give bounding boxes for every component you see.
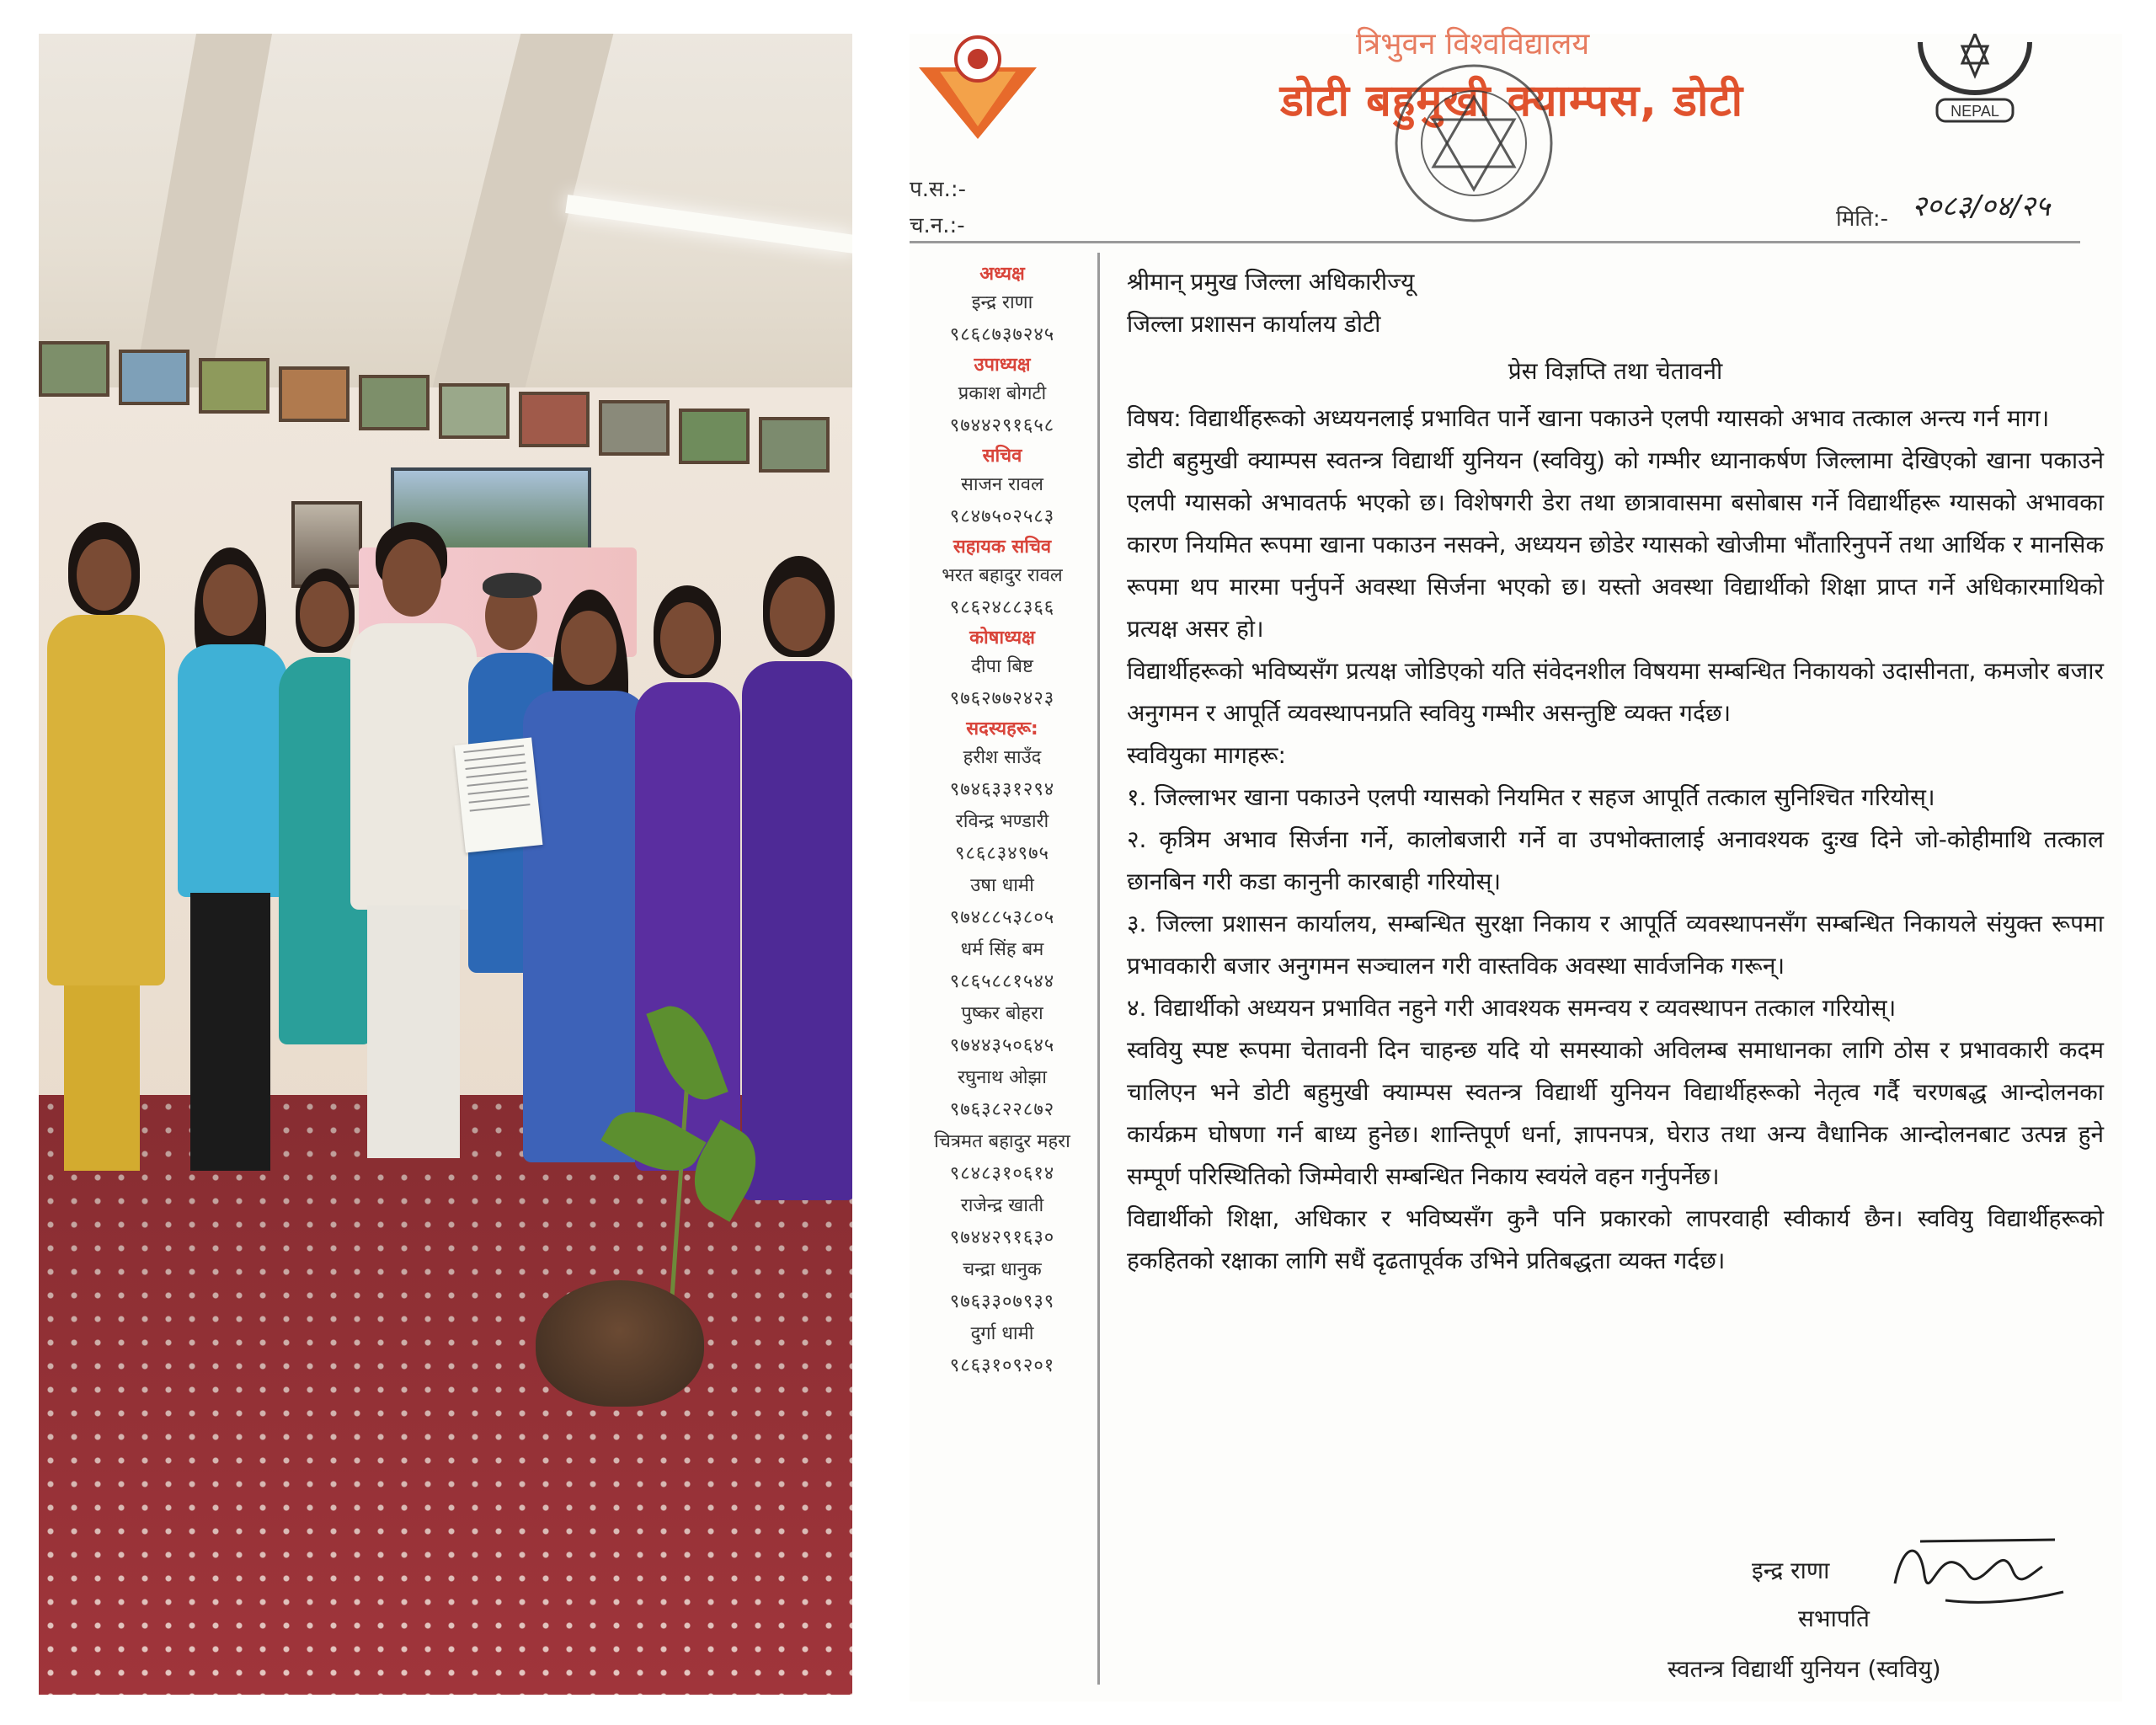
press-release-letter <box>910 27 2122 1701</box>
member-name: चित्रमत बहादुर महरा <box>934 1131 1070 1152</box>
member-role: सदस्यहरू: <box>966 718 1038 740</box>
paragraph-3: स्ववियु स्पष्ट रूपमा चेतावनी दिन चाहन्छ यदि यो समस्याको अविलम्ब समाधानका लागि ठोस र प्रभावकारी कदम चालिएन भने डोटी बहुमुखी क्याम्पस स्वतन्त्र विद्यार्थी युनियन विद्यार्थीहरूको नेतृत्व गर्दै चरणबद्ध आन्दोलनका कार्यक्रम घोषणा गर्न बाध्य हुनेछ। शान्तिपूर्ण धर्ना, ज्ञापनपत्र, घेराउ तथा अन्य वैधानिक आन्दोलनबाट उत्पन्न हुने सम्पूर्ण परिस्थितिको जिम्मेवारी सम्बन्धित निकाय स्वयंले वहन गर्नुपर्नेछ। <box>1127 1036 2104 1190</box>
wall-frame <box>519 392 590 447</box>
member-name: प्रकाश बोगटी <box>958 383 1047 404</box>
paragraph-1: डोटी बहुमुखी क्याम्पस स्वतन्त्र विद्यार्थी युनियन (स्ववियु) को गम्भीर ध्यानाकर्षण जिल्लामा देखिएको खाना पकाउने एलपी ग्यासको अभावतर्फ भएको छ। विशेषगरी डेरा तथा छात्रावासमा बसोबास गर्ने विद्यार्थीहरू ग्यासको अभावका कारण नियमित रूपमा खाना पकाउन नसक्ने, अध्ययन छोडेर ग्यासको खोजीमा भौंतारिनुपर्ने तथा आर्थिक र मानसिक रूपमा थप मारमा पर्नुपर्ने अवस्था सिर्जना भएको छ। यस्तो अवस्था विद्यार्थीको शिक्षा प्राप्त गर्ने अधिकारमाथिको प्रत्यक्ष असर हो। <box>1127 446 2104 643</box>
paragraph-2: विद्यार्थीहरूको भविष्यसँग प्रत्यक्ष जोडिएको यति संवेदनशील विषयमा सम्बन्धित निकायको उदासीनता, कमजोर बजार अनुगमन र आपूर्ति व्यवस्थापनप्रति स्ववियु गम्भीर असन्तुष्टि व्यक्त गर्दछ। <box>1127 657 2104 727</box>
member-role: सहायक सचिव <box>953 537 1052 558</box>
member-phone: ९७४८८५३८०५ <box>949 907 1055 928</box>
member-phone: ९७६३३०७९३९ <box>949 1291 1055 1312</box>
member-name: चन्द्रा धानुक <box>963 1259 1042 1280</box>
letter-body <box>1127 261 2104 1282</box>
wall-frame <box>599 400 670 456</box>
demand-item: ३. जिल्ला प्रशासन कार्यालय, सम्बन्धित सुरक्षा निकाय र आपूर्ति व्यवस्थापनसँग सम्बन्धित निकायले संयुक्त रूपमा प्रभावकारी बजार अनुगमन सञ्चालन गरी वास्तविक अवस्था सार्वजनिक गरून्। <box>1127 910 2104 980</box>
person <box>39 505 165 1179</box>
member-name: भरत बहादुर रावल <box>942 565 1063 586</box>
member-phone: ९८६८७३७२४५ <box>949 324 1055 345</box>
date-value: २०८३/०४/२५ <box>1912 190 2051 223</box>
wall-frame <box>359 375 430 430</box>
member-phone: ९७४४२९१६३० <box>949 1227 1055 1248</box>
wall-frame <box>679 409 750 464</box>
union-stamp-icon <box>1390 59 1558 227</box>
member-name: दुर्गा धामी <box>970 1323 1034 1344</box>
demand-item: ४. विद्यार्थीको अध्ययन प्रभावित नहुने गरी आवश्यक समन्वय र व्यवस्थापन तत्काल गरियोस्। <box>1127 994 1897 1022</box>
letter-subject: विषय: विद्यार्थीहरूको अध्ययनलाई प्रभावित पार्ने खाना पकाउने एलपी ग्यासको अभाव तत्काल अन्त्य गर्न माग। <box>1127 404 2050 432</box>
member-role: कोषाध्यक्ष <box>969 628 1035 649</box>
plant-pot <box>536 1280 704 1407</box>
dispatch-number-label: च.न.:- <box>910 213 965 238</box>
svg-text:NEPAL: NEPAL <box>1951 103 1999 120</box>
member-name: दीपा बिष्ट <box>971 656 1033 677</box>
salutation: श्रीमान् प्रमुख जिल्ला अधिकारीज्यू <box>1127 268 1415 296</box>
member-phone: ९७६२७७२४२३ <box>949 688 1055 709</box>
university-name: त्रिभुवन विश्वविद्यालय <box>1356 27 1590 61</box>
letter-heading: प्रेस विज्ञप्ति तथा चेतावनी <box>1508 357 1723 385</box>
member-name: रघुनाथ ओझा <box>958 1067 1047 1088</box>
wall-frame <box>119 350 189 405</box>
member-name: साजन रावल <box>961 474 1043 495</box>
member-phone: ९८६२४८८३६६ <box>949 597 1055 618</box>
wall-frame <box>279 366 350 422</box>
sidebar-divider <box>1097 253 1100 1685</box>
recipient-office: जिल्ला प्रशासन कार्यालय डोटी <box>1127 310 1381 338</box>
demand-item: १. जिल्लाभर खाना पकाउने एलपी ग्यासको नियमित र सहज आपूर्ति तत्काल सुनिश्चित गरियोस्। <box>1127 783 1935 811</box>
member-role: सचिव <box>982 446 1022 467</box>
paragraph-4: विद्यार्थीको शिक्षा, अधिकार र भविष्यसँग कुनै पनि प्रकारको लापरवाही स्वीकार्य छैन। स्ववियु विद्यार्थीहरूको हकहितको रक्षाका लागि सधैं दृढतापूर्वक उभिने प्रतिबद्धता व्यक्त गर्दछ। <box>1127 1204 2104 1274</box>
date-label: मिति:- <box>1836 206 1888 232</box>
university-logo-icon <box>915 34 1041 143</box>
reference-number-label: प.स.:- <box>910 177 967 202</box>
handwritten-signature-icon <box>1886 1525 2072 1617</box>
nepal-emblem-icon <box>1903 34 2047 126</box>
memorandum-paper <box>455 738 543 853</box>
wall-frame <box>39 341 109 397</box>
wall-frame <box>199 358 270 414</box>
member-role: उपाध्यक्ष <box>974 355 1031 376</box>
member-phone: ९८४८३१०६१४ <box>949 1163 1055 1184</box>
member-phone: ९८४७५०२५८३ <box>949 506 1055 527</box>
member-phone: ९७४६३३१२९४ <box>949 779 1055 800</box>
signatory-title: सभापति <box>1798 1605 1870 1632</box>
college-name: डोटी बहुमुखी क्याम्पस, डोटी <box>1280 76 1744 126</box>
wall-frame <box>439 383 510 439</box>
person <box>165 539 291 1179</box>
member-name: उषा धामी <box>970 875 1034 896</box>
committee-members-list <box>910 261 1095 1383</box>
member-phone: ९७४४३५०६४५ <box>949 1035 1055 1056</box>
member-name: इन्द्र राणा <box>971 292 1033 313</box>
header-divider <box>910 241 2080 243</box>
member-name: हरीश साउँद <box>963 747 1042 768</box>
person <box>738 556 852 1230</box>
member-phone: ९८६८३४९७५ <box>955 843 1049 864</box>
signatory-organization: स्वतन्त्र विद्यार्थी युनियन (स्ववियु) <box>1668 1655 1941 1683</box>
signatory-name: इन्द्र राणा <box>1752 1557 1830 1584</box>
demands-title: स्ववियुका मागहरू: <box>1127 741 1286 769</box>
member-name: पुष्कर बोहरा <box>961 1003 1043 1024</box>
demand-item: २. कृत्रिम अभाव सिर्जना गर्ने, कालोबजारी गर्ने वा उपभोक्तालाई अनावश्यक दुःख दिने जो-कोहीमाथि तत्काल छानबिन गरी कडा कानुनी कारबाही गरियोस्। <box>1127 825 2104 895</box>
group-photo <box>39 34 852 1695</box>
member-phone: ९७४४२९१६५८ <box>949 415 1055 436</box>
member-role: अध्यक्ष <box>979 264 1025 285</box>
member-name: धर्म सिंह बम <box>960 939 1044 960</box>
member-phone: ९८६५८८१५४४ <box>949 971 1055 992</box>
member-phone: ९७६३८२२८७२ <box>949 1099 1055 1120</box>
wall-frame <box>759 417 830 473</box>
member-name: रविन्द्र भण्डारी <box>955 811 1049 832</box>
member-phone: ९८६३१०९२०१ <box>949 1355 1055 1376</box>
member-name: राजेन्द्र खाती <box>960 1195 1044 1216</box>
